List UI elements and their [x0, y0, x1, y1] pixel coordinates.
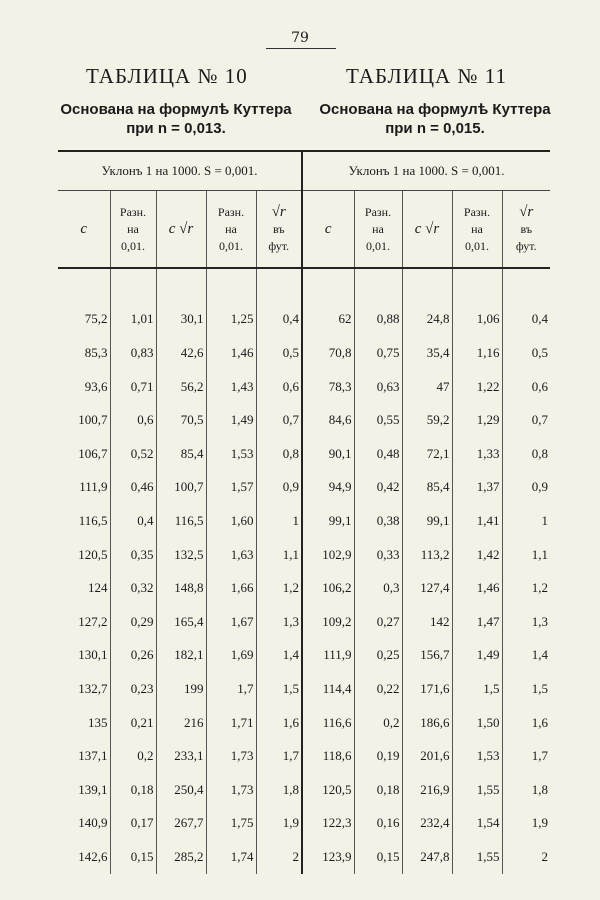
- header-razn-step: 0,01.: [366, 238, 390, 253]
- table-cell: 250,4: [156, 773, 206, 807]
- header-c-left: c: [58, 191, 110, 269]
- table-cell: 85,3: [84, 344, 108, 360]
- table-cell: 0,4: [502, 303, 550, 337]
- table-cell: 0,22: [354, 672, 402, 706]
- table-cell: 1,49: [452, 639, 502, 673]
- table-cell: 1,46: [452, 571, 502, 605]
- header-razn-na: на: [372, 221, 384, 236]
- table-cell: 1,3: [256, 605, 302, 639]
- table-cell: 116,5: [78, 512, 108, 528]
- table-cell: 1,73: [206, 773, 256, 807]
- table-11-title: ТАБЛИЦА № 11: [346, 64, 507, 88]
- table-row: [58, 639, 550, 673]
- table-cell: 94,9: [302, 471, 354, 505]
- table-cell: 0,55: [354, 403, 402, 437]
- table-cell: 1,69: [206, 639, 256, 673]
- table-cell: 1,67: [206, 605, 256, 639]
- table-cell: 1,50: [452, 706, 502, 740]
- table-cell: 0,23: [110, 672, 156, 706]
- header-razn2-step: 0,01.: [465, 238, 489, 253]
- header-razn2-label: Разн.: [217, 204, 245, 219]
- table-cell: 1,5: [452, 672, 502, 706]
- header-vr-right: [502, 191, 550, 269]
- table-cell: 1,54: [452, 807, 502, 841]
- table-10-title: ТАБЛИЦА № 10: [86, 64, 248, 88]
- table-cell: 72,1: [402, 437, 452, 471]
- table-cell: 130,1: [78, 647, 108, 663]
- table-cell: 0,33: [354, 538, 402, 572]
- table-cell: 106,7: [78, 445, 108, 461]
- table-cell: 0,71: [110, 370, 156, 404]
- table-cell: 47: [402, 370, 452, 404]
- table-cell: 1,4: [502, 639, 550, 673]
- table-10-slope: Уклонъ 1 на 1000. S = 0,001.: [58, 151, 302, 191]
- table-cell: 120,5: [302, 773, 354, 807]
- table-cell: 0,35: [110, 538, 156, 572]
- table-cell: 0,75: [354, 336, 402, 370]
- table-10-subtitle: [56, 100, 296, 138]
- table-row: [58, 605, 550, 639]
- table-cell: 122,3: [302, 807, 354, 841]
- table-cell: 62: [302, 303, 354, 337]
- table-row: [58, 471, 550, 505]
- table-cell: 70,5: [156, 403, 206, 437]
- table-cell: 0,29: [110, 605, 156, 639]
- table-cell: 233,1: [156, 739, 206, 773]
- table-cell: 0,5: [256, 336, 302, 370]
- table-cell: 216,9: [402, 773, 452, 807]
- slope-row: [58, 151, 550, 191]
- table-cell: 0,16: [354, 807, 402, 841]
- table-row: [58, 739, 550, 773]
- table-cell: 1,8: [502, 773, 550, 807]
- table-row: [58, 571, 550, 605]
- header-razn-label: Разн.: [119, 204, 147, 219]
- table-cell: 111,9: [79, 479, 108, 495]
- table-cell: 1,73: [206, 739, 256, 773]
- table-cell: 0,9: [502, 471, 550, 505]
- table-cell: 1,5: [502, 672, 550, 706]
- table-cell: 78,3: [302, 370, 354, 404]
- table-cell: 1,33: [452, 437, 502, 471]
- table-cell: 0,2: [110, 739, 156, 773]
- table-cell: 1,6: [502, 706, 550, 740]
- table-cell: 1,57: [206, 471, 256, 505]
- table-cell: 1,7: [256, 739, 302, 773]
- table-row: [58, 303, 550, 337]
- table-cell: 165,4: [156, 605, 206, 639]
- table-cell: 0,48: [354, 437, 402, 471]
- table-cell: 0,6: [502, 370, 550, 404]
- table-cell: 111,9: [302, 639, 354, 673]
- table-cell: 2: [502, 840, 550, 874]
- table-cell: 85,4: [156, 437, 206, 471]
- table-10-subtitle-line2: при n = 0,013.: [126, 120, 226, 137]
- table-cell: 118,6: [302, 739, 354, 773]
- header-razn-na: на: [127, 221, 139, 236]
- table-cell: 1,2: [256, 571, 302, 605]
- table-cell: 85,4: [402, 471, 452, 505]
- table-cell: 1,22: [452, 370, 502, 404]
- table-cell: 0,25: [354, 639, 402, 673]
- table-cell: 1,7: [502, 739, 550, 773]
- header-c-right: c: [302, 191, 354, 269]
- header-razn-label: Разн.: [364, 204, 392, 219]
- header-vr-symbol: √r: [519, 203, 534, 220]
- header-razn2-na: на: [471, 221, 483, 236]
- table-11-subtitle: [310, 100, 560, 138]
- table-row: [58, 370, 550, 404]
- table-cell: 93,6: [84, 378, 108, 394]
- table-cell: 75,2: [84, 311, 108, 327]
- table-cell: 0,4: [110, 504, 156, 538]
- table-cell: 0,5: [502, 336, 550, 370]
- table-cell: 247,8: [402, 840, 452, 874]
- table-cell: 0,38: [354, 504, 402, 538]
- table-cell: 106,2: [302, 571, 354, 605]
- table-cell: 24,8: [402, 303, 452, 337]
- table-cell: 1,47: [452, 605, 502, 639]
- table-cell: 186,6: [402, 706, 452, 740]
- table-cell: 90,1: [302, 437, 354, 471]
- table-cell: 139,1: [78, 781, 108, 797]
- table-cell: 216: [156, 706, 206, 740]
- table-cell: 156,7: [402, 639, 452, 673]
- table-row: [58, 706, 550, 740]
- table-cell: 1,29: [452, 403, 502, 437]
- table-cell: 1,16: [452, 336, 502, 370]
- table-cell: 56,2: [156, 370, 206, 404]
- table-cell: 116,6: [302, 706, 354, 740]
- table-cell: 109,2: [302, 605, 354, 639]
- table-cell: 201,6: [402, 739, 452, 773]
- table-cell: 0,2: [354, 706, 402, 740]
- table-cell: 1,71: [206, 706, 256, 740]
- table-cell: 1,9: [256, 807, 302, 841]
- table-cell: 0,32: [110, 571, 156, 605]
- header-razn2-label: Разн.: [463, 204, 491, 219]
- table-cell: 1: [502, 504, 550, 538]
- header-vr-unit: фут.: [515, 238, 537, 253]
- table-row: [58, 538, 550, 572]
- table-row: [58, 840, 550, 874]
- table-cell: 0,6: [110, 403, 156, 437]
- table-cell: 199: [156, 672, 206, 706]
- table-cell: 1,46: [206, 336, 256, 370]
- table-cell: 100,7: [78, 412, 108, 428]
- table-cell: 124: [88, 580, 108, 596]
- table-cell: 123,9: [302, 840, 354, 874]
- table-cell: 1,8: [256, 773, 302, 807]
- table-cell: 1,37: [452, 471, 502, 505]
- table-cell: 0,52: [110, 437, 156, 471]
- table-cell: 132,5: [156, 538, 206, 572]
- table-cell: 142,6: [78, 848, 108, 864]
- table-cell: 0,8: [502, 437, 550, 471]
- table-cell: 0,15: [110, 840, 156, 874]
- table-cell: 0,63: [354, 370, 402, 404]
- page-number-rule: [266, 48, 336, 49]
- header-razn2-left: [206, 191, 256, 269]
- header-vr-left: [256, 191, 302, 269]
- table-row: [58, 504, 550, 538]
- table-11-subtitle-line2: при n = 0,015.: [385, 120, 485, 137]
- table-cell: 1,3: [502, 605, 550, 639]
- hydraulic-table: [58, 150, 550, 874]
- table-cell: 0,21: [110, 706, 156, 740]
- header-razn2-right: [452, 191, 502, 269]
- table-cell: 171,6: [402, 672, 452, 706]
- table-cell: 1,63: [206, 538, 256, 572]
- table-cell: 182,1: [156, 639, 206, 673]
- spacer-row: [58, 268, 550, 303]
- table-cell: 1,74: [206, 840, 256, 874]
- table-cell: 102,9: [302, 538, 354, 572]
- table-row: [58, 437, 550, 471]
- table-cell: 135: [88, 714, 108, 730]
- table-cell: 1,55: [452, 840, 502, 874]
- table-cell: 267,7: [156, 807, 206, 841]
- table-cell: 0,4: [256, 303, 302, 337]
- table-11-subtitle-line1: Основана на формулѣ Куттера: [319, 101, 551, 118]
- table-cell: 84,6: [302, 403, 354, 437]
- table-cell: 1,1: [256, 538, 302, 572]
- table-cell: 99,1: [402, 504, 452, 538]
- table-cell: 1,06: [452, 303, 502, 337]
- table-cell: 35,4: [402, 336, 452, 370]
- table-cell: 137,1: [78, 748, 108, 764]
- table-cell: 1,55: [452, 773, 502, 807]
- table-row: [58, 807, 550, 841]
- header-razn2-na: на: [225, 221, 237, 236]
- header-cvr-right: c √r: [402, 191, 452, 269]
- table-cell: 1,6: [256, 706, 302, 740]
- table-cell: 127,4: [402, 571, 452, 605]
- table-cell: 99,1: [302, 504, 354, 538]
- table-cell: 232,4: [402, 807, 452, 841]
- table-row: [58, 336, 550, 370]
- header-razn-right: [354, 191, 402, 269]
- table-cell: 116,5: [156, 504, 206, 538]
- table-cell: 1,49: [206, 403, 256, 437]
- table-cell: 0,26: [110, 639, 156, 673]
- table-cell: 1,1: [502, 538, 550, 572]
- table-cell: 1,75: [206, 807, 256, 841]
- table-cell: 1,66: [206, 571, 256, 605]
- table-cell: 0,9: [256, 471, 302, 505]
- table-cell: 0,42: [354, 471, 402, 505]
- table-cell: 1,5: [256, 672, 302, 706]
- table-cell: 0,18: [110, 773, 156, 807]
- table-cell: 0,27: [354, 605, 402, 639]
- table-cell: 0,46: [110, 471, 156, 505]
- table-cell: 285,2: [156, 840, 206, 874]
- table-row: [58, 773, 550, 807]
- table-cell: 1,53: [206, 437, 256, 471]
- table-cell: 0,3: [354, 571, 402, 605]
- table-cell: 100,7: [156, 471, 206, 505]
- page-number: 79: [291, 30, 309, 46]
- header-vr-unit: фут.: [268, 238, 290, 253]
- table-row: [58, 403, 550, 437]
- table-cell: 70,8: [302, 336, 354, 370]
- table-cell: 140,9: [78, 815, 108, 831]
- table-cell: 0,8: [256, 437, 302, 471]
- header-razn2-step: 0,01.: [219, 238, 243, 253]
- table-cell: 113,2: [402, 538, 452, 572]
- table-10-subtitle-line1: Основана на формулѣ Куттера: [60, 101, 292, 118]
- table-cell: 1,42: [452, 538, 502, 572]
- table-cell: 30,1: [156, 303, 206, 337]
- table-cell: 0,17: [110, 807, 156, 841]
- table-cell: 2: [256, 840, 302, 874]
- table-cell: 114,4: [302, 672, 354, 706]
- table-cell: 1,7: [206, 672, 256, 706]
- table-cell: 1,43: [206, 370, 256, 404]
- table-cell: 0,7: [502, 403, 550, 437]
- table-cell: 0,88: [354, 303, 402, 337]
- table-cell: 0,18: [354, 773, 402, 807]
- table-cell: 1,41: [452, 504, 502, 538]
- table-cell: 0,7: [256, 403, 302, 437]
- table-cell: 59,2: [402, 403, 452, 437]
- header-vr-v: въ: [272, 221, 285, 236]
- table-cell: 142: [402, 605, 452, 639]
- table-cell: 1,9: [502, 807, 550, 841]
- table-cell: 132,7: [78, 680, 108, 696]
- table-cell: 1,01: [110, 303, 156, 337]
- table-cell: 0,83: [110, 336, 156, 370]
- table-cell: 1,60: [206, 504, 256, 538]
- table-cell: 1,53: [452, 739, 502, 773]
- table-11-slope: Уклонъ 1 на 1000. S = 0,001.: [302, 151, 550, 191]
- table-cell: 1,4: [256, 639, 302, 673]
- table-cell: 127,2: [78, 613, 108, 629]
- table-cell: 0,15: [354, 840, 402, 874]
- header-vr-v: въ: [520, 221, 533, 236]
- table-cell: 0,19: [354, 739, 402, 773]
- header-razn-step: 0,01.: [121, 238, 145, 253]
- table-cell: 1,2: [502, 571, 550, 605]
- table-cell: 1: [256, 504, 302, 538]
- table-cell: 148,8: [156, 571, 206, 605]
- header-cvr-left: c √r: [156, 191, 206, 269]
- table-cell: 1,25: [206, 303, 256, 337]
- header-vr-symbol: √r: [271, 203, 286, 220]
- table-cell: 42,6: [156, 336, 206, 370]
- table-cell: 120,5: [78, 546, 108, 562]
- header-row: [58, 191, 550, 269]
- table-cell: 0,6: [256, 370, 302, 404]
- table-row: [58, 672, 550, 706]
- header-razn-left: [110, 191, 156, 269]
